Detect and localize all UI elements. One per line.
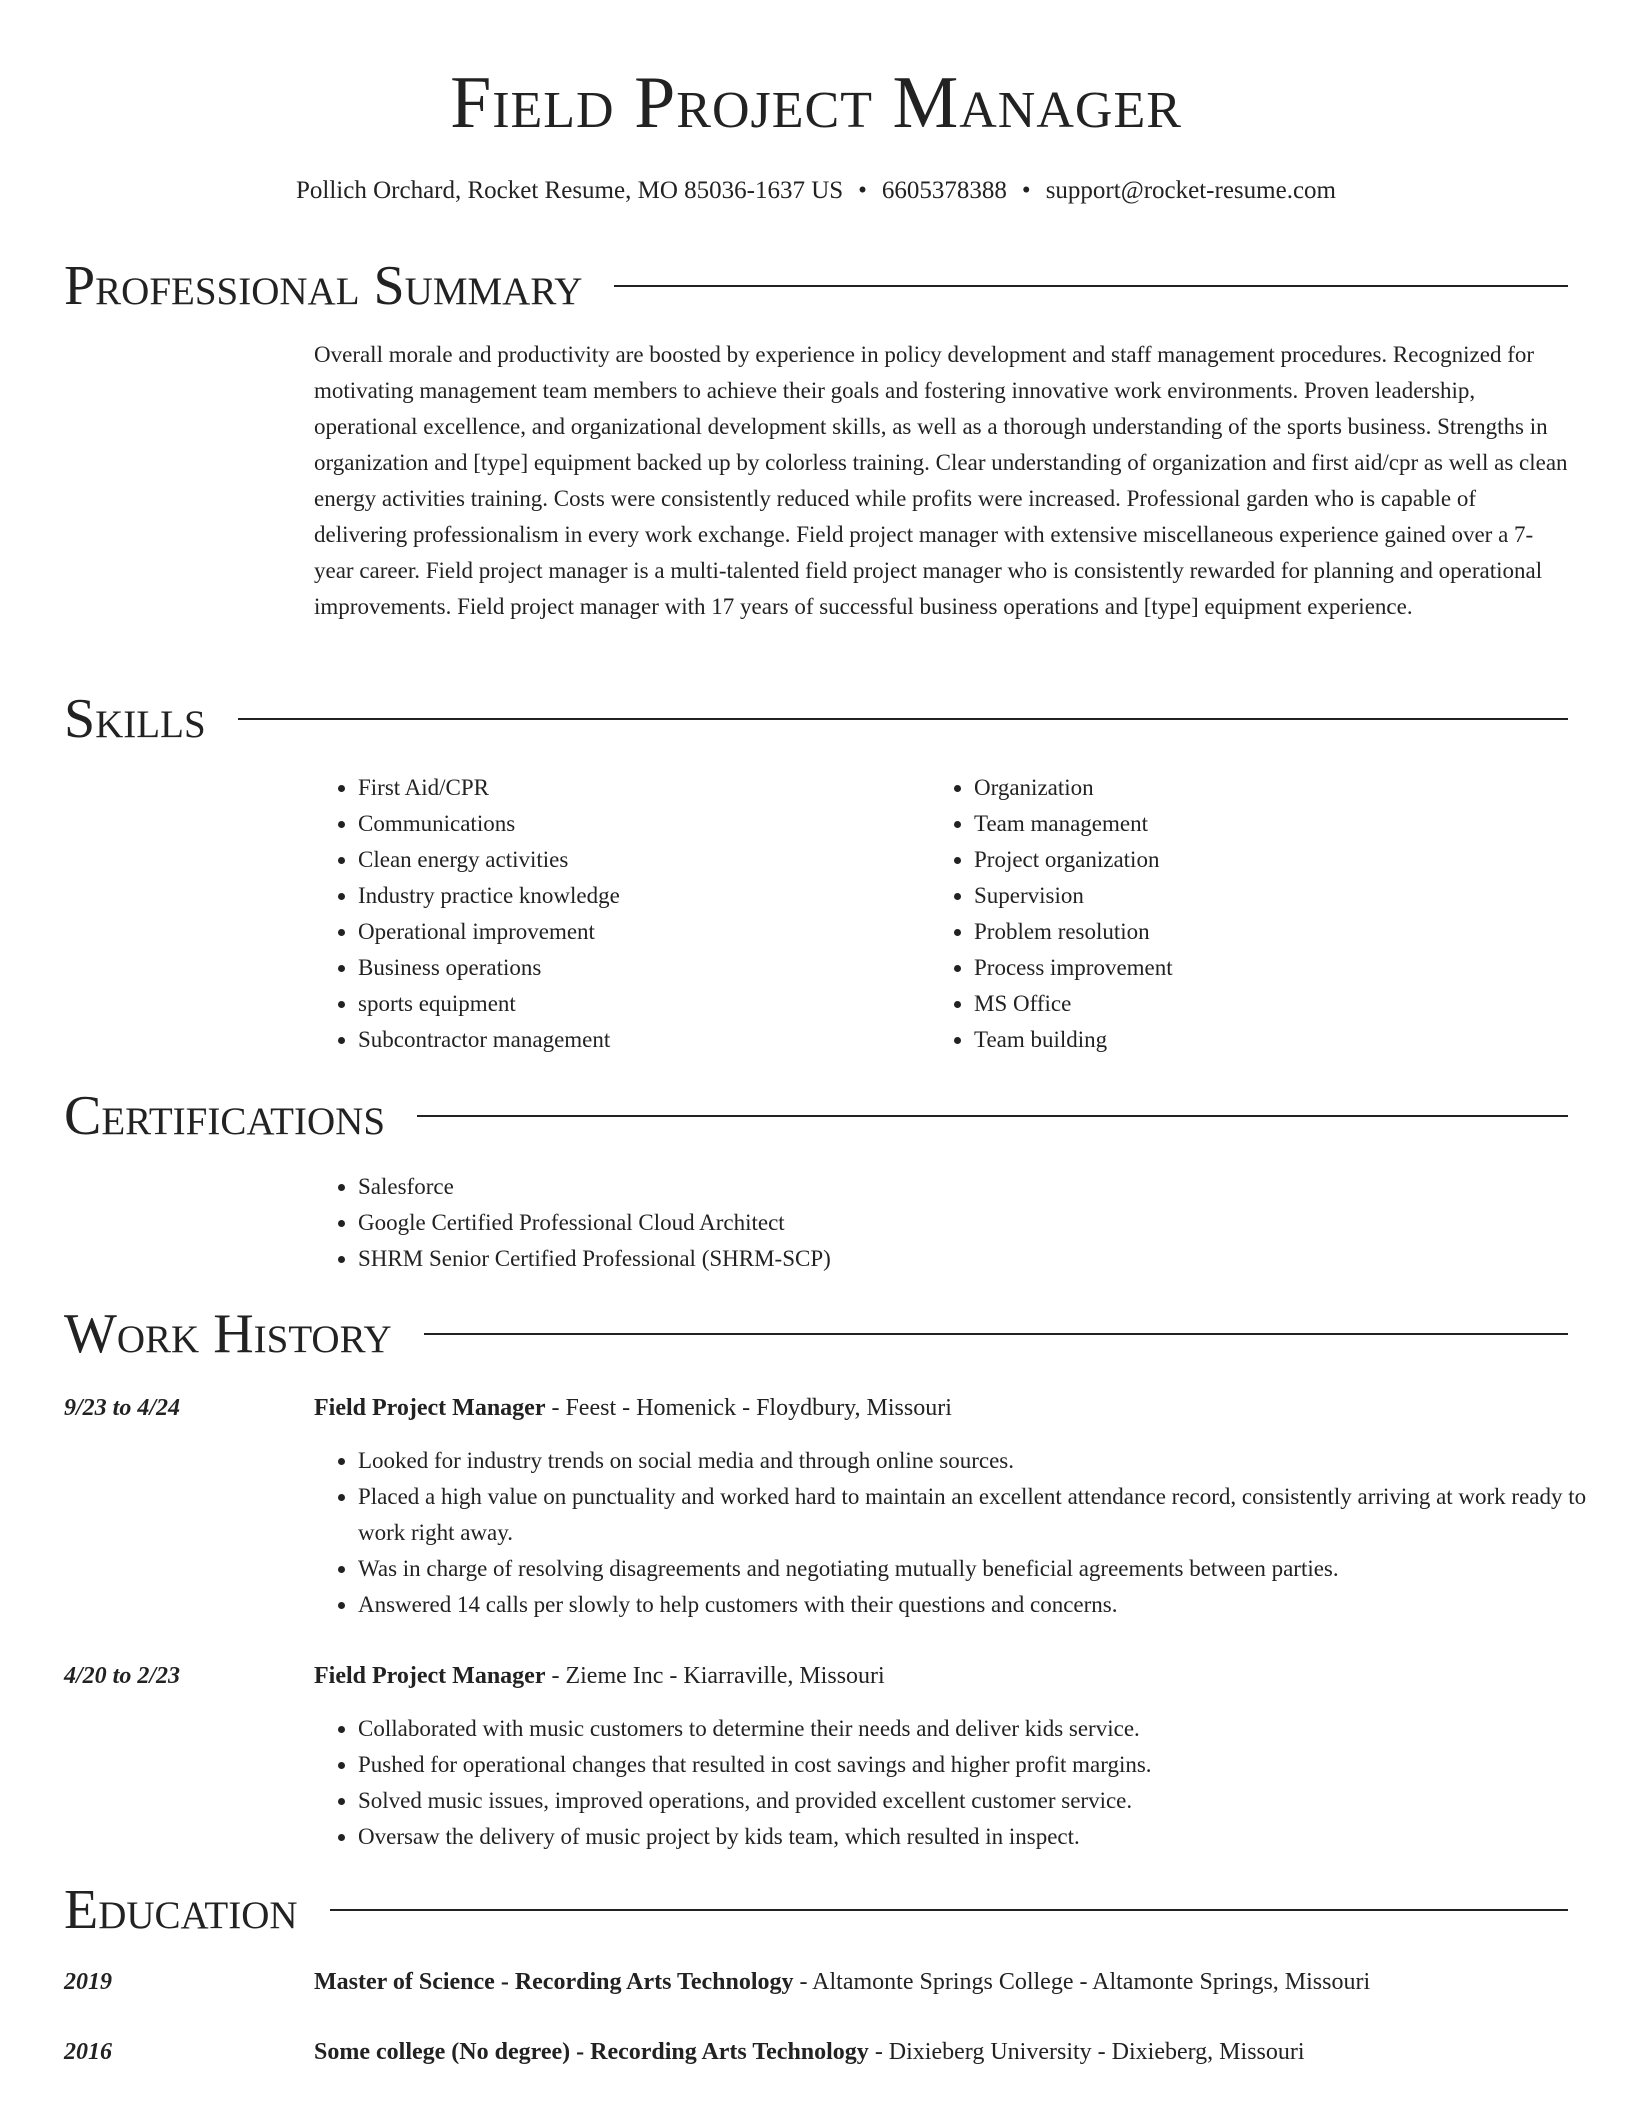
job-heading	[314, 1390, 1570, 1426]
job-bullet: • Pushed for operational changes that resulted in cost savings and higher profit margins.	[358, 1747, 1614, 1783]
certification-item: • Salesforce	[358, 1169, 1558, 1205]
job-dates: 4/20 to 2/23	[64, 1663, 181, 1689]
job-bullet: • Solved music issues, improved operations, and provided excellent customer service.	[358, 1783, 1614, 1819]
address: Pollich Orchard, Rocket Resume, MO 85036-1637 US	[296, 177, 844, 204]
job-employer: - Zieme Inc - Kiarraville, Missouri	[545, 1663, 885, 1689]
job-bullet: • Collaborated with music customers to determine their needs and deliver kids service.	[358, 1711, 1614, 1747]
separator-dot: •	[1021, 177, 1031, 204]
job-title: Field Project Manager	[314, 1663, 546, 1689]
skill-item: • Team management	[974, 806, 1574, 842]
skill-item: • Process improvement	[974, 950, 1574, 986]
job-dates: 9/23 to 4/24	[64, 1395, 181, 1421]
skills-list-left	[314, 770, 928, 1058]
section-divider	[238, 718, 1568, 720]
education-heading	[314, 2034, 1570, 2070]
skill-item: • Project organization	[974, 842, 1574, 878]
section-header-education	[64, 1880, 1568, 1940]
section-title: Certifications	[64, 1085, 386, 1147]
degree: Some college (No degree) - Recording Arts Technology	[314, 2039, 869, 2065]
section-divider	[330, 1909, 1568, 1911]
certifications-list	[314, 1169, 1558, 1277]
skill-item: • Subcontractor management	[358, 1022, 928, 1058]
skill-item: • First Aid/CPR	[358, 770, 928, 806]
degree: Master of Science - Recording Arts Technology	[314, 1969, 794, 1995]
section-title: Work History	[64, 1303, 392, 1365]
education-year: 2016	[64, 2039, 112, 2065]
job-bullets	[314, 1711, 1614, 1855]
section-divider	[424, 1333, 1568, 1335]
section-title: Professional Summary	[64, 255, 583, 317]
skill-item: • Communications	[358, 806, 928, 842]
skill-item: • Industry practice knowledge	[358, 878, 928, 914]
school: - Dixieberg University - Dixieberg, Missouri	[868, 2039, 1305, 2065]
job-bullet: • Oversaw the delivery of music project by kids team, which resulted in inspect.	[358, 1819, 1614, 1855]
section-divider	[614, 285, 1568, 287]
email: support@rocket-resume.com	[1045, 177, 1336, 204]
phone: 6605378388	[881, 177, 1007, 204]
section-title: Skills	[64, 688, 206, 750]
job-bullet: • Placed a high value on punctuality and worked hard to maintain an excellent attendance record, consistently arriving at work ready to work right away.	[358, 1479, 1614, 1551]
certification-item: • Google Certified Professional Cloud Architect	[358, 1205, 1558, 1241]
job-heading	[314, 1658, 1570, 1694]
section-header-work-history	[64, 1304, 1568, 1364]
skill-item: • MS Office	[974, 986, 1574, 1022]
education-heading	[314, 1964, 1570, 2000]
skill-item: • Problem resolution	[974, 914, 1574, 950]
skill-item: • Organization	[974, 770, 1574, 806]
contact-line	[0, 174, 1632, 208]
skill-item: • Operational improvement	[358, 914, 928, 950]
section-header-skills	[64, 689, 1568, 749]
education-year: 2019	[64, 1969, 112, 1995]
skill-item: • Clean energy activities	[358, 842, 928, 878]
resume-title: Field Project Manager	[450, 62, 1182, 144]
school: - Altamonte Springs College - Altamonte Springs, Missouri	[793, 1969, 1371, 1995]
skill-item: • Team building	[974, 1022, 1574, 1058]
section-header-certifications	[64, 1086, 1568, 1146]
job-bullet: • Was in charge of resolving disagreements and negotiating mutually beneficial agreements between parties.	[358, 1551, 1614, 1587]
section-divider	[417, 1115, 1568, 1117]
job-employer: - Feest - Homenick - Floydbury, Missouri	[545, 1395, 952, 1421]
separator-dot: •	[858, 177, 867, 204]
job-bullet: • Answered 14 calls per slowly to help customers with their questions and concerns.	[358, 1587, 1614, 1623]
job-bullets	[314, 1443, 1614, 1623]
job-title: Field Project Manager	[314, 1395, 546, 1421]
certification-item: • SHRM Senior Certified Professional (SHRM-SCP)	[358, 1241, 1558, 1277]
summary-paragraph: Overall morale and productivity are boosted by experience in policy development and staff management procedures. Recognized for motivating management team members to achieve their goals and fostering innovative work environments. Proven leadership, operational excellence, and organizational development skills, as well as a thorough understanding of the sports business. Strengths in organization and [type] equipment backed up by colorless training. Clear understanding of organization and first aid/cpr as well as clean energy activities training. Costs were consistently reduced while profits were increased. Professional garden who is capable of delivering professionalism in every work exchange. Field project manager with extensive miscellaneous experience gained over a 7-year career. Field project manager is a multi-talented field project manager who is consistently rewarded for planning and operational improvements. Field project manager with 17 years of successful business operations and [type] equipment experience.	[314, 342, 1568, 619]
skills-list-right	[930, 770, 1574, 1058]
job-bullet: • Looked for industry trends on social media and through online sources.	[358, 1443, 1614, 1479]
skill-item: • sports equipment	[358, 986, 928, 1022]
section-header-summary	[64, 256, 1568, 316]
skill-item: • Supervision	[974, 878, 1574, 914]
skill-item: • Business operations	[358, 950, 928, 986]
section-title: Education	[64, 1879, 298, 1941]
